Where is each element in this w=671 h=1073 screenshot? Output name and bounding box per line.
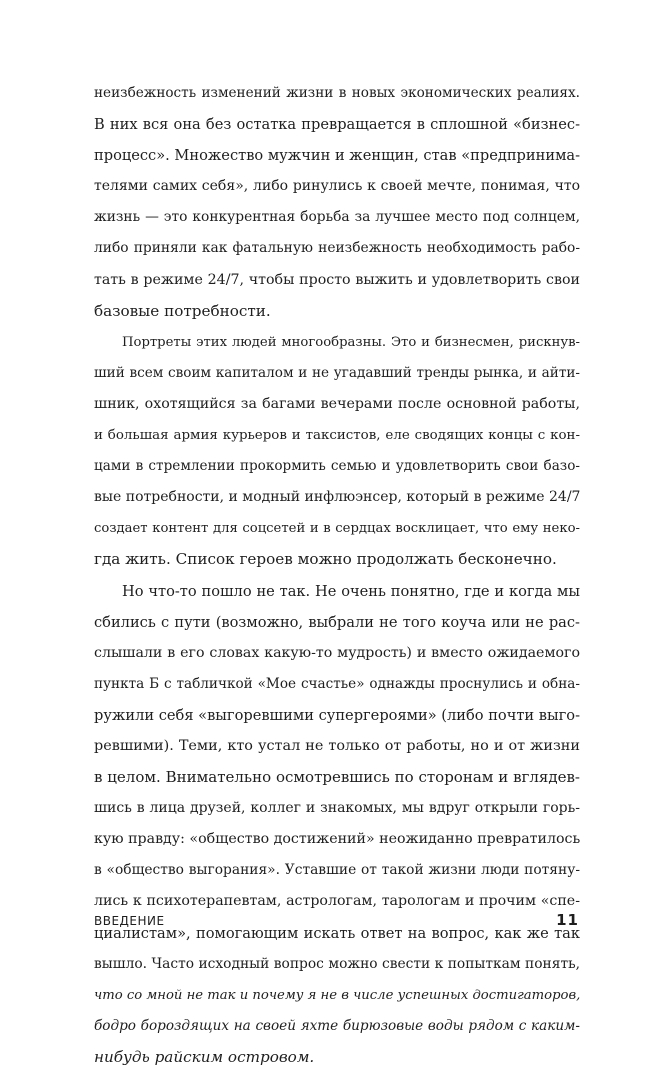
text-line: жизнь — это конкурентная борьба за лучшее место под солнцем, <box>94 209 580 226</box>
text-line: ружили себя «выгоревшими супергероями» (либо почти выго- <box>94 706 580 724</box>
text-line: Портреты этих людей многообразны. Это и бизнесмен, рискнув- <box>122 334 580 350</box>
page-body-text <box>94 78 580 1073</box>
text-line: шник, охотящийся за багами вечерами после основной работы, <box>94 395 580 412</box>
text-line: в целом. Внимательно осмотревшись по сторонам и вглядев- <box>94 768 580 787</box>
text-line: неизбежность изменений жизни в новых экономических реалиях. <box>94 85 580 101</box>
italic-text-line: бодро бороздящих на своей яхте бирюзовые воды рядом с каким- <box>94 1017 580 1034</box>
text-line: ший всем своим капиталом и не угадавший тренды рынка, и айти- <box>94 364 580 381</box>
text-line: вые потребности, и модный инфлюэнсер, который в режиме 24/7 <box>94 489 581 506</box>
text-line: ревшими). Теми, кто устал не только от работы, но и от жизни <box>94 737 580 754</box>
text-line: сбились с пути (возможно, выбрали не того коуча или не рас- <box>94 613 580 631</box>
text-line: В них вся она без остатка превращается в сплошной «бизнес- <box>94 116 580 134</box>
italic-text-line: нибудь райским островом. <box>94 1047 315 1066</box>
text-line: циалистам», помогающим искать ответ на вопрос, как же так <box>94 924 580 942</box>
text-line: слышали в его словах какую-то мудрость) и вместо ожидаемого <box>94 644 580 661</box>
text-line: гда жить. Список героев можно продолжать бесконечно. <box>94 550 557 569</box>
running-footer-section: ВВЕДЕНИЕ <box>94 914 165 928</box>
italic-text-line: что со мной не так и почему я не в числе успешных достигаторов, <box>94 987 581 1003</box>
text-line: тать в режиме 24/7, чтобы просто выжить и удовлетворить свои <box>94 271 580 288</box>
text-line: телями самих себя», либо ринулись к своей мечте, понимая, что <box>94 178 580 195</box>
text-line: кую правду: «общество достижений» неожиданно превратилось <box>94 831 581 848</box>
text-line: лись к психотерапевтам, астрологам, тарологам и прочим «спе- <box>94 893 580 910</box>
text-line: либо приняли как фатальную неизбежность необходимость рабо- <box>94 240 580 257</box>
text-line: создает контент для соцсетей и в сердцах восклицает, что ему неко- <box>94 521 580 537</box>
page-number: 11 <box>556 911 579 929</box>
text-line: пункта Б с табличкой «Мое счастье» однажды проснулись и обна- <box>94 675 580 692</box>
text-line: шись в лица друзей, коллег и знакомых, мы вдруг открыли горь- <box>94 800 580 817</box>
text-line: цами в стремлении прокормить семью и удовлетворить свои базо- <box>94 458 580 475</box>
text-line: в «общество выгорания». Уставшие от такой жизни люди потяну- <box>94 862 580 879</box>
text-line: и большая армия курьеров и таксистов, еле сводящих концы с кон- <box>94 428 580 444</box>
text-line: базовые потребности. <box>94 301 271 320</box>
text-line: процесс». Множество мужчин и женщин, став «предпринима- <box>94 147 581 165</box>
text-line: вышло. Часто исходный вопрос можно свести к попыткам понять, <box>94 955 580 972</box>
text-line: Но что-то пошло не так. Не очень понятно, где и когда мы <box>122 582 580 600</box>
